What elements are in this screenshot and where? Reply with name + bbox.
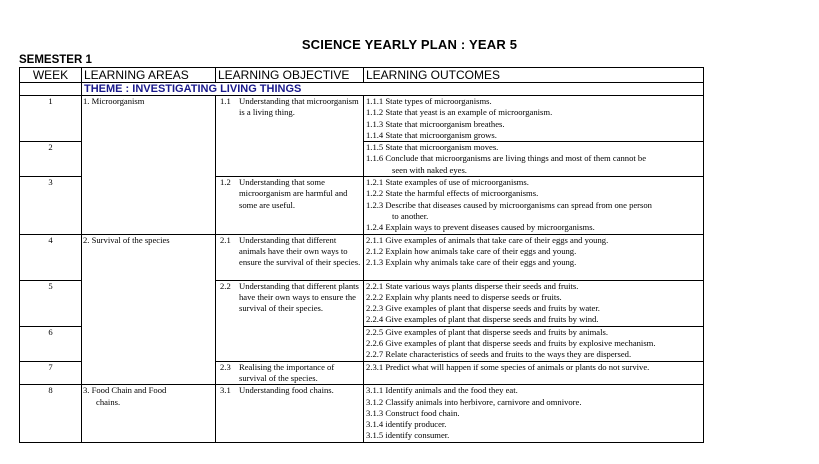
theme-title: THEME : INVESTIGATING LIVING THINGS	[82, 83, 704, 96]
outcome-line: 2.1.2 Explain how animals take care of their eggs and young.	[366, 245, 577, 256]
outcome-line: 2.2.6 Give examples of plant that disperse seeds and fruits by explosive mechanism.	[366, 338, 656, 349]
objective-cell	[216, 280, 364, 361]
objective-number: 1.2	[220, 177, 231, 188]
outcome-line: seen with naked eyes.	[392, 164, 467, 175]
objective-cell	[216, 234, 364, 280]
header-row	[20, 68, 704, 83]
learning-area-text: 2. Survival of the species	[83, 234, 170, 245]
outcome-line: 3.1.5 identify consumer.	[366, 430, 450, 441]
outcome-line: 2.1.1 Give examples of animals that take care of their eggs and young.	[366, 234, 609, 245]
objective-text: Realising the importance of survival of the species.	[239, 361, 335, 383]
semester-label: SEMESTER 1	[19, 54, 92, 66]
outcomes-cell	[364, 142, 704, 177]
table-row	[20, 385, 704, 442]
week-cell: 1	[20, 96, 82, 142]
learning-area-cell	[82, 385, 216, 442]
outcome-line: 1.1.3 State that microorganism breathes.	[366, 118, 505, 129]
learning-area-text: 3. Food Chain and Food	[83, 385, 167, 396]
outcomes-cell	[364, 385, 704, 442]
learning-area-cell	[82, 234, 216, 385]
outcome-line: 3.1.1 Identify animals and the food they eat.	[366, 385, 518, 396]
header-learning-areas: LEARNING AREAS	[82, 68, 216, 83]
outcome-line: 2.1.3 Explain why animals take care of their eggs and young.	[366, 257, 577, 268]
theme-row	[20, 83, 704, 96]
outcome-line: 1.1.1 State types of microorganisms.	[366, 96, 492, 106]
learning-area-text: 1. Microorganism	[83, 96, 145, 106]
objective-text: Understanding food chains.	[239, 385, 334, 396]
objective-cell	[216, 96, 364, 177]
outcome-line: 1.2.1 State examples of use of microorganisms.	[366, 177, 529, 188]
week-cell: 8	[20, 385, 82, 442]
header-learning-outcomes: LEARNING OUTCOMES	[364, 68, 704, 83]
outcome-line: 3.1.2 Classify animals into herbivore, carnivore and omnivore.	[366, 396, 582, 407]
outcome-line: 1.2.3 Describe that diseases caused by microorganisms can spread from one person	[366, 199, 652, 210]
outcome-line: to another.	[392, 210, 429, 221]
theme-empty-cell	[20, 83, 82, 96]
outcome-line: 1.2.2 State the harmful effects of microorganisms.	[366, 188, 539, 199]
outcomes-cell	[364, 361, 704, 385]
outcomes-cell	[364, 96, 704, 142]
outcome-line: 2.2.2 Explain why plants need to disperse seeds or fruits.	[366, 291, 562, 302]
table-row	[20, 234, 704, 280]
week-cell: 3	[20, 177, 82, 234]
learning-area-text: chains.	[96, 396, 121, 407]
objective-number: 1.1	[220, 96, 231, 106]
objective-cell	[216, 177, 364, 234]
outcome-line: 2.2.4 Give examples of plant that disperse seeds and fruits by wind.	[366, 314, 599, 325]
outcome-line: 1.1.6 Conclude that microorganisms are living things and most of them cannot be	[366, 153, 647, 164]
objective-text: Understanding that different plants have their own ways to ensure the survival of their species.	[239, 280, 359, 314]
yearly-plan-table	[19, 67, 704, 443]
outcomes-cell	[364, 280, 704, 326]
objective-text: Understanding that some microorganism are harmful and some are useful.	[239, 177, 348, 210]
table-row	[20, 96, 704, 142]
objective-cell	[216, 385, 364, 442]
week-cell: 5	[20, 280, 82, 326]
header-week: WEEK	[20, 68, 82, 83]
outcome-line: 1.2.4 Explain ways to prevent diseases caused by microorganisms.	[366, 222, 595, 233]
objective-text: Understanding that different animals have their own ways to ensure the survival of their species.	[239, 234, 361, 268]
week-cell: 4	[20, 234, 82, 280]
outcome-line: 2.2.3 Give examples of plant that disperse seeds and fruits by water.	[366, 303, 600, 314]
week-cell: 2	[20, 142, 82, 177]
objective-number: 2.1	[220, 234, 231, 245]
outcome-line: 1.1.4 State that microorganism grows.	[366, 129, 497, 140]
outcomes-cell	[364, 326, 704, 361]
week-cell: 7	[20, 361, 82, 385]
page-title: SCIENCE YEARLY PLAN : YEAR 5	[301, 37, 518, 52]
outcomes-cell	[364, 234, 704, 280]
outcome-line: 1.1.5 State that microorganism moves.	[366, 142, 499, 153]
week-cell: 6	[20, 326, 82, 361]
objective-number: 3.1	[220, 385, 231, 396]
outcome-line: 1.1.2 State that yeast is an example of microorganism.	[366, 107, 553, 118]
objective-cell	[216, 361, 364, 385]
objective-number: 2.3	[220, 361, 231, 372]
outcome-line: 2.2.5 Give examples of plant that disperse seeds and fruits by animals.	[366, 326, 609, 337]
outcome-line: 3.1.4 identify producer.	[366, 419, 447, 430]
outcomes-cell	[364, 177, 704, 234]
outcome-line: 2.2.1 State various ways plants disperse their seeds and fruits.	[366, 280, 579, 291]
objective-text: Understanding that microorganism is a living thing.	[239, 96, 359, 118]
header-learning-objective: LEARNING OBJECTIVE	[216, 68, 364, 83]
outcome-line: 3.1.3 Construct food chain.	[366, 407, 460, 418]
objective-number: 2.2	[220, 280, 231, 291]
outcome-line: 2.2.7 Relate characteristics of seeds and fruits to the ways they are dispersed.	[366, 349, 632, 360]
learning-area-cell	[82, 96, 216, 235]
outcome-line: 2.3.1 Predict what will happen if some species of animals or plants do not survive.	[366, 361, 650, 372]
